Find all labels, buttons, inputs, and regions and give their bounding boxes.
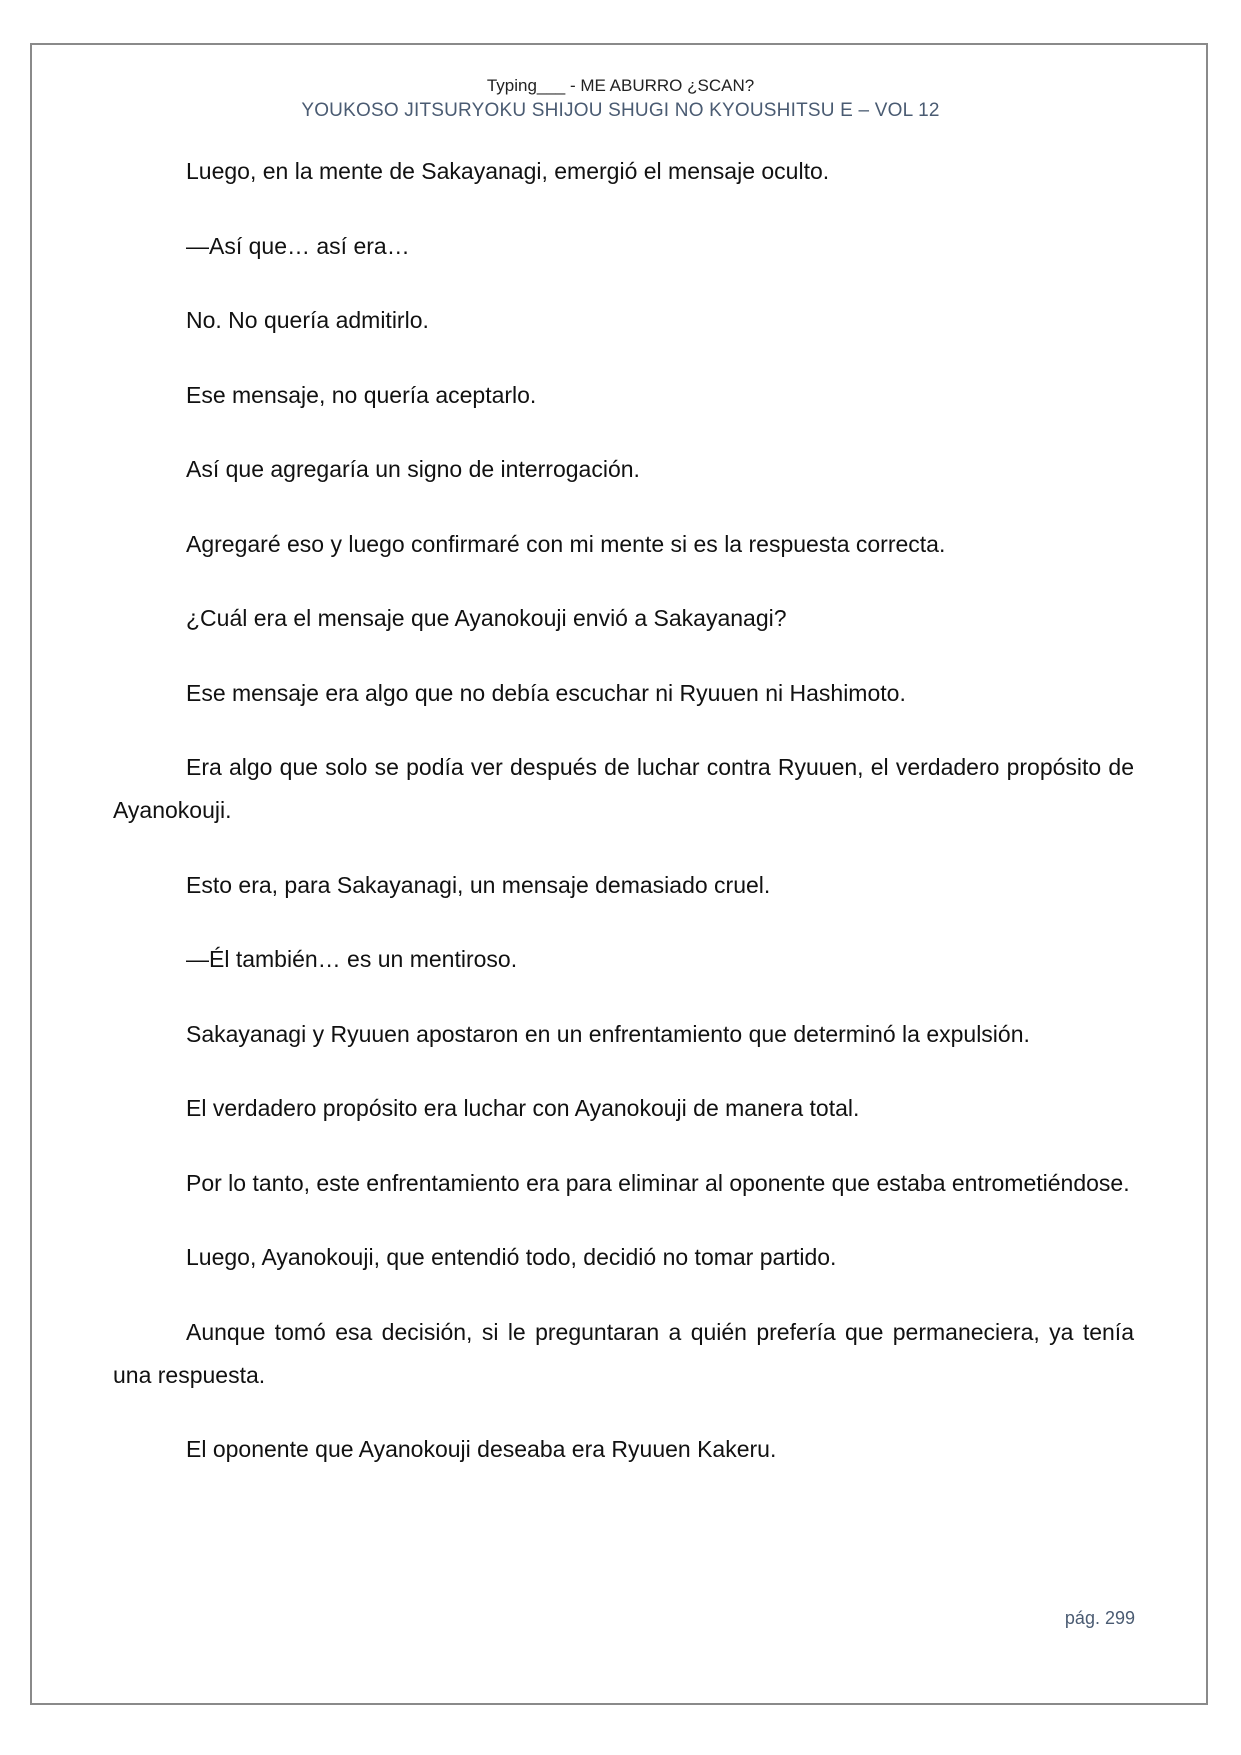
header-book-title: YOUKOSO JITSURYOKU SHIJOU SHUGI NO KYOUSHITSU E – VOL 12 xyxy=(301,100,940,121)
paragraph: Así que agregaría un signo de interrogación. xyxy=(186,456,640,482)
paragraph: Agregaré eso y luego confirmaré con mi mente si es la respuesta correcta. xyxy=(186,530,946,557)
page-number: pág. 299 xyxy=(1064,1608,1135,1628)
paragraph: El oponente que Ayanokouji deseaba era Ryuuen Kakeru. xyxy=(186,1436,777,1462)
page-header xyxy=(0,74,1241,124)
paragraph: —Él también… es un mentiroso. xyxy=(186,946,518,972)
paragraph: Esto era, para Sakayanagi, un mensaje demasiado cruel. xyxy=(186,871,771,898)
paragraph: Luego, Ayanokouji, que entendió todo, decidió no tomar partido. xyxy=(186,1244,837,1270)
header-translator-credit: Typing___ - ME ABURRO ¿SCAN? xyxy=(486,76,755,95)
paragraph: ¿Cuál era el mensaje que Ayanokouji envió a Sakayanagi? xyxy=(186,605,787,631)
paragraph: El verdadero propósito era luchar con Ayanokouji de manera total. xyxy=(186,1095,860,1121)
paragraph: Aunque tomó esa decisión, si le preguntaran a quién prefería que permaneciera, ya tenía una respuesta. xyxy=(113,1318,1134,1388)
paragraph: —Así que… así era… xyxy=(186,232,410,259)
paragraph: No. No quería admitirlo. xyxy=(186,307,429,333)
paragraph: Luego, en la mente de Sakayanagi, emergió el mensaje oculto. xyxy=(186,158,830,184)
paragraph: Sakayanagi y Ryuuen apostaron en un enfrentamiento que determinó la expulsión. xyxy=(186,1020,1030,1047)
body-text xyxy=(113,150,1134,1503)
paragraph: Ese mensaje era algo que no debía escuchar ni Ryuuen ni Hashimoto. xyxy=(186,679,906,706)
paragraph: Era algo que solo se podía ver después de luchar contra Ryuuen, el verdadero propósito de Ayanokouji. xyxy=(113,754,1134,823)
paragraph: Por lo tanto, este enfrentamiento era para eliminar al oponente que estaba entrometiéndose. xyxy=(186,1169,1130,1196)
paragraph: Ese mensaje, no quería aceptarlo. xyxy=(186,381,537,408)
